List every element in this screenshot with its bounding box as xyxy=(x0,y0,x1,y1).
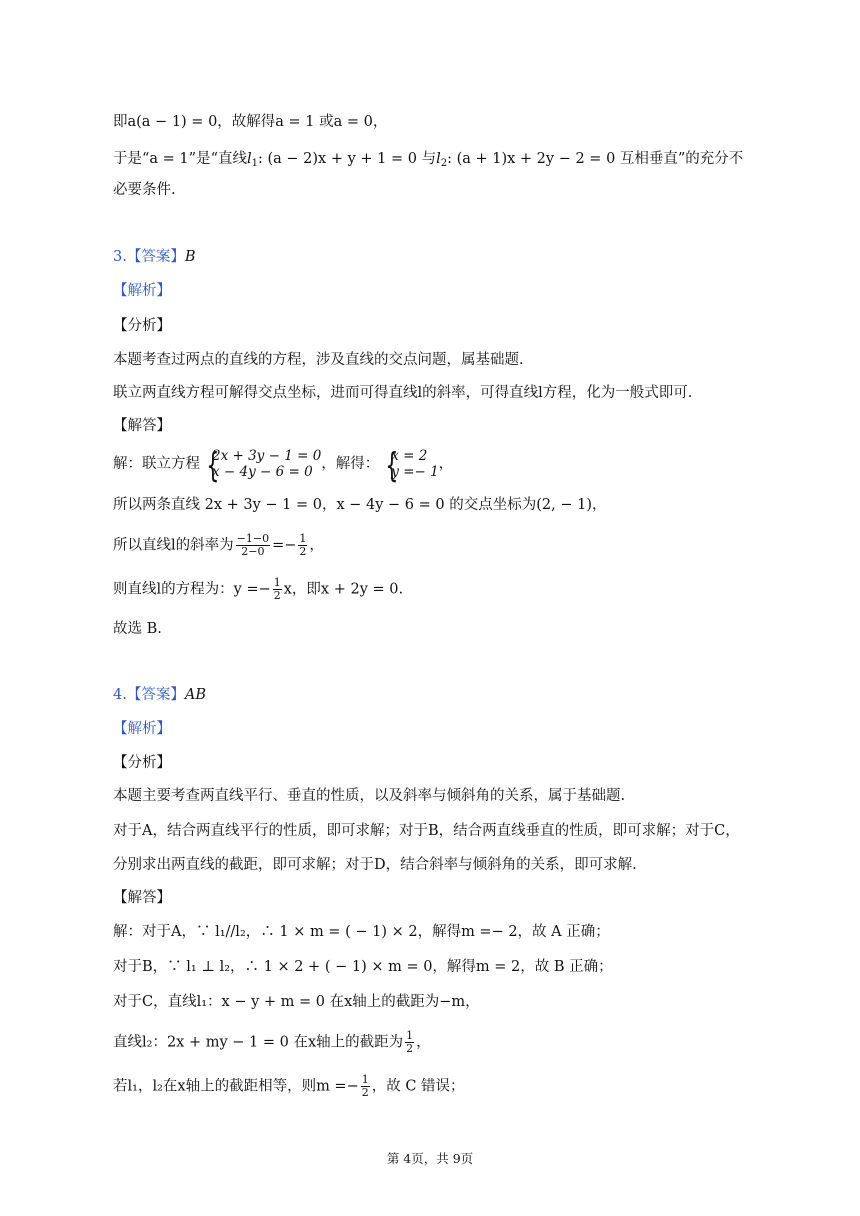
section-label: 【分析】 xyxy=(113,755,171,771)
text-line: 即a(a − 1) = 0，故解得a = 1 或a = 0， xyxy=(113,114,388,130)
equation-line: 则直线l的方程为：y =− $\frac{1}{2}$ x，即x + 2y = 0. xyxy=(113,576,404,602)
answer-header: 3.【答案】B xyxy=(113,249,196,265)
equation-line: 所以直线l的斜率为 $\frac{-1-0}{2-0}$ =− $\frac{1}{2}$ ， xyxy=(113,532,324,558)
text-line: 所以两条直线 2x + 3y − 1 = 0，x − 4y − 6 = 0 的交点坐标为(2, − 1)， xyxy=(113,497,607,513)
equation-line: 若l₁，l₂在x轴上的截距相等，则m =− $\frac{1}{2}$ ，故 C 错误； xyxy=(113,1073,465,1099)
text-line: 必要条件. xyxy=(113,182,176,198)
text-line: 分别求出两直线的截距，即可求解；对于D，结合斜率与倾斜角的关系，即可求解. xyxy=(113,857,637,873)
equation-line: 解：联立方程 { 2x + 3y − 1 = 0 x − 4y − 6 = 0 ，解得： { x = 2 y =− 1 ， xyxy=(113,446,454,486)
page-footer: 第 4页，共 9页 xyxy=(386,1151,474,1166)
equation-system: { 2x + 3y − 1 = 0 x − 4y − 6 = 0 xyxy=(206,446,322,486)
text-line: 本题考查过两点的直线的方程，涉及直线的交点问题，属基础题. xyxy=(113,352,524,368)
section-label: 【解答】 xyxy=(113,890,171,906)
section-label: 【解析】 xyxy=(113,283,171,299)
section-label: 【分析】 xyxy=(113,318,171,334)
text-line: 本题主要考查两直线平行、垂直的性质，以及斜率与倾斜角的关系，属于基础题. xyxy=(113,788,626,804)
equation-system: { x = 2 y =− 1 xyxy=(385,446,439,486)
text-line: 解：对于A，∵ l₁//l₂，∴ 1 × m = ( − 1) × 2，解得m =− 2，故 A 正确； xyxy=(113,924,610,940)
answer-header: 4.【答案】AB xyxy=(113,687,206,703)
equation-line: 直线l₂：2x + my − 1 = 0 在x轴上的截距为 $\frac{1}{2}$ ， xyxy=(113,1029,431,1055)
section-label: 【解析】 xyxy=(113,721,171,737)
text-line: 于是“a = 1”是“直线$l_1$: (a − 2)x + y + 1 = 0 与$l_2$: (a + 1)x + 2y − 2 = 0 互相垂直”的充分不 xyxy=(113,151,744,169)
text-line: 对于B，∵ l₁ ⊥ l₂，∴ 1 × 2 + ( − 1) × m = 0，解得m = 2，故 B 正确； xyxy=(113,959,613,975)
text-line: 故选 B. xyxy=(113,621,162,637)
text-line: 联立两直线方程可解得交点坐标，进而可得直线l的斜率，可得直线l方程，化为一般式即可. xyxy=(113,385,693,401)
text-line: 对于C，直线l₁：x − y + m = 0 在x轴上的截距为−m， xyxy=(113,994,480,1010)
text-line: 对于A，结合两直线平行的性质，即可求解；对于B，结合两直线垂直的性质，即可求解；对于C， xyxy=(113,823,740,839)
section-label: 【解答】 xyxy=(113,418,171,434)
